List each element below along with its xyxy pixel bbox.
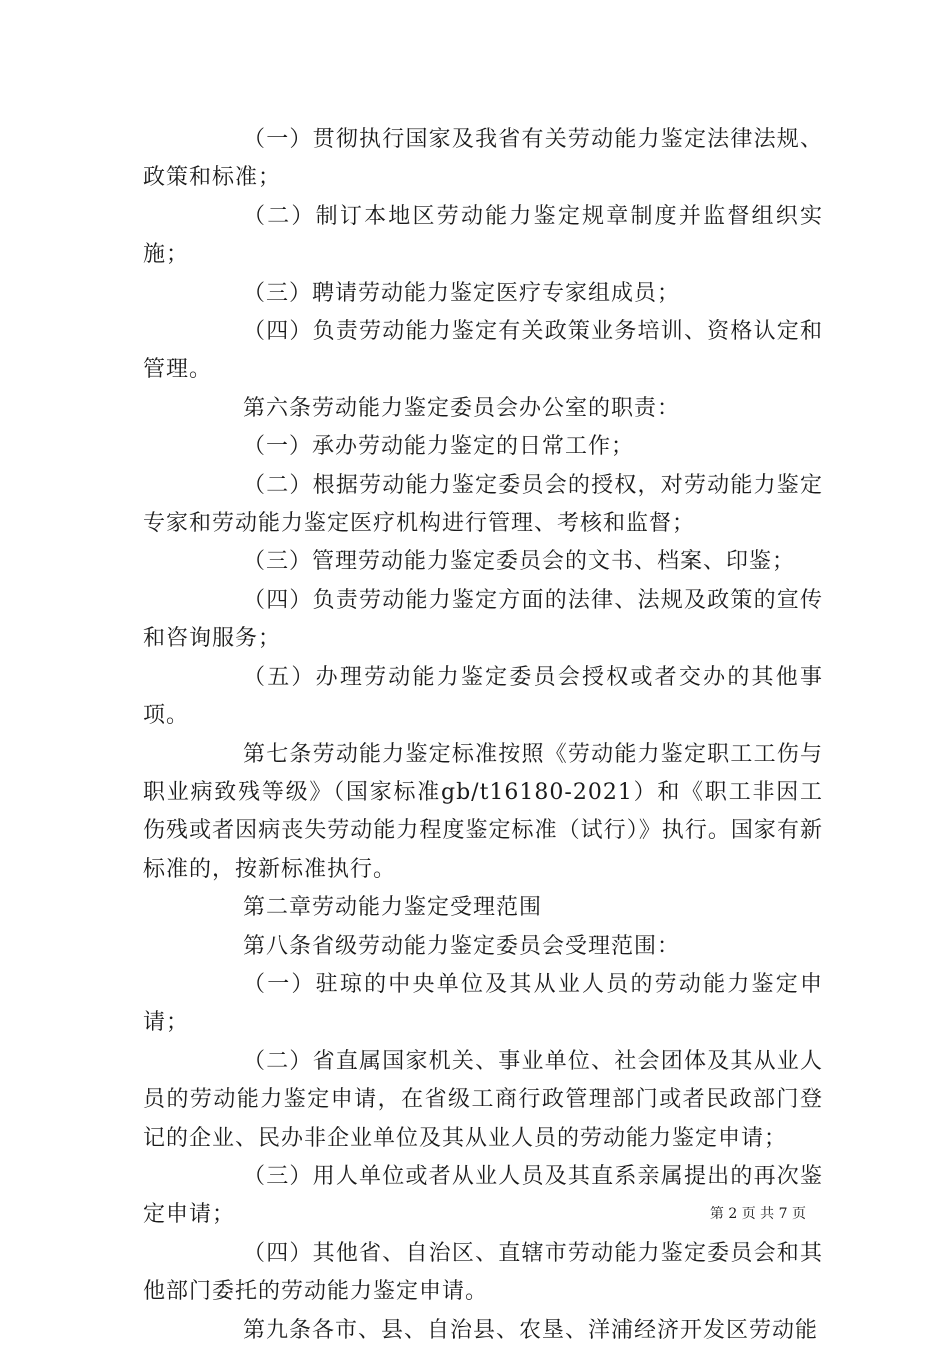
chapter-heading: 第二章劳动能力鉴定受理范围 [243, 895, 543, 921]
paragraph: （二）省直属国家机关、事业单位、社会团体及其从业人员的劳动能力鉴定申请，在省级工商行政管理部门或者民政部门登记的企业、民办非企业单位及其从业人员的劳动能力鉴定申请； [143, 1048, 823, 1151]
paragraph: （三）用人单位或者从业人员及其直系亲属提出的再次鉴定申请； [143, 1163, 823, 1228]
article-heading: 第六条劳动能力鉴定委员会办公室的职责： [243, 395, 681, 421]
paragraph: （二）制订本地区劳动能力鉴定规章制度并监督组织实施； [143, 203, 823, 268]
paragraph: （四）其他省、自治区、直辖市劳动能力鉴定委员会和其他部门委托的劳动能力鉴定申请。 [143, 1240, 823, 1305]
article-paragraph: 第七条劳动能力鉴定标准按照《劳动能力鉴定职工工伤与职业病致残等级》（国家标准gb/t16180-2021）和《职工非因工伤残或者因病丧失劳动能力程度鉴定标准（试行）》执行。国家有新标准的，按新标准执行。 [143, 741, 823, 882]
paragraph: （三）管理劳动能力鉴定委员会的文书、档案、印鉴； [243, 549, 796, 575]
paragraph: （一）承办劳动能力鉴定的日常工作； [243, 434, 635, 460]
article-heading: 第八条省级劳动能力鉴定委员会受理范围： [243, 933, 681, 959]
paragraph: （五）办理劳动能力鉴定委员会授权或者交办的其他事项。 [143, 664, 823, 729]
paragraph: （二）根据劳动能力鉴定委员会的授权，对劳动能力鉴定专家和劳动能力鉴定医疗机构进行管理、考核和监督； [143, 472, 823, 537]
paragraph: （一）贯彻执行国家及我省有关劳动能力鉴定法律法规、政策和标准； [143, 127, 823, 191]
paragraph: （四）负责劳动能力鉴定方面的法律、法规及政策的宣传和咨询服务； [143, 587, 823, 652]
page-number-footer: 第 2 页 共 7 页 [709, 1206, 806, 1222]
paragraph: （一）驻琼的中央单位及其从业人员的劳动能力鉴定申请； [143, 971, 823, 1036]
document-body [143, 121, 823, 1350]
paragraph: （三）聘请劳动能力鉴定医疗专家组成员； [243, 280, 681, 306]
article-paragraph: 第九条各市、县、自治县、农垦、洋浦经济开发区劳动能 [243, 1317, 819, 1343]
paragraph: （四）负责劳动能力鉴定有关政策业务培训、资格认定和管理。 [143, 319, 823, 383]
